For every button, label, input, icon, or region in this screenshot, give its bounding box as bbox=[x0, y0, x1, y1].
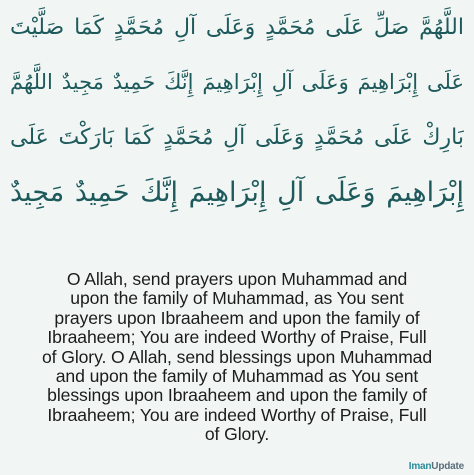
english-line-3: prayers upon Ibraaheem and upon the family of bbox=[54, 307, 420, 328]
arabic-line-4: إِبْرَاهِيمَ وَعَلَى آلِ إِبْرَاهِيمَ إِنَّكَ حَمِيدٌ مَجِيدٌ bbox=[10, 177, 464, 208]
english-line-6: and upon the family of Muhammad as You sent bbox=[55, 366, 419, 387]
english-line-4: Ibraaheem; You are indeed Worthy of Praise, Full bbox=[47, 327, 427, 348]
arabic-line-1: اللَّهُمَّ صَلِّ عَلَى مُحَمَّدٍ وَعَلَى آلِ مُحَمَّدٍ كَمَا صَلَّيْتَ bbox=[10, 15, 464, 40]
arabic-line-3: بَارِكْ عَلَى مُحَمَّدٍ وَعَلَى آلِ مُحَمَّدٍ كَمَا بَارَكْتَ عَلَى bbox=[10, 125, 464, 150]
watermark-part-update: Update bbox=[431, 461, 464, 472]
english-line-1: O Allah, send prayers upon Muhammad and bbox=[66, 269, 408, 289]
watermark-part-iman: Iman bbox=[408, 461, 432, 472]
watermark-logo bbox=[409, 461, 464, 472]
english-line-8: Ibraaheem; You are indeed Worthy of Praise, Full bbox=[47, 404, 427, 425]
english-line-2: upon the family of Muhammad, as You sent bbox=[70, 288, 404, 309]
english-line-7: blessings upon Ibraaheem and upon the family of bbox=[47, 385, 427, 406]
english-line-9: of Glory. bbox=[204, 424, 270, 445]
english-line-5: of Glory. O Allah, send blessings upon Muhammad bbox=[41, 346, 433, 367]
english-translation-block bbox=[12, 270, 462, 445]
arabic-text-block bbox=[10, 0, 464, 220]
arabic-line-2: عَلَى إِبْرَاهِيمَ وَعَلَى آلِ إِبْرَاهِيمَ إِنَّكَ حَمِيدٌ مَجِيدٌ اللَّهُمَّ bbox=[10, 70, 464, 94]
